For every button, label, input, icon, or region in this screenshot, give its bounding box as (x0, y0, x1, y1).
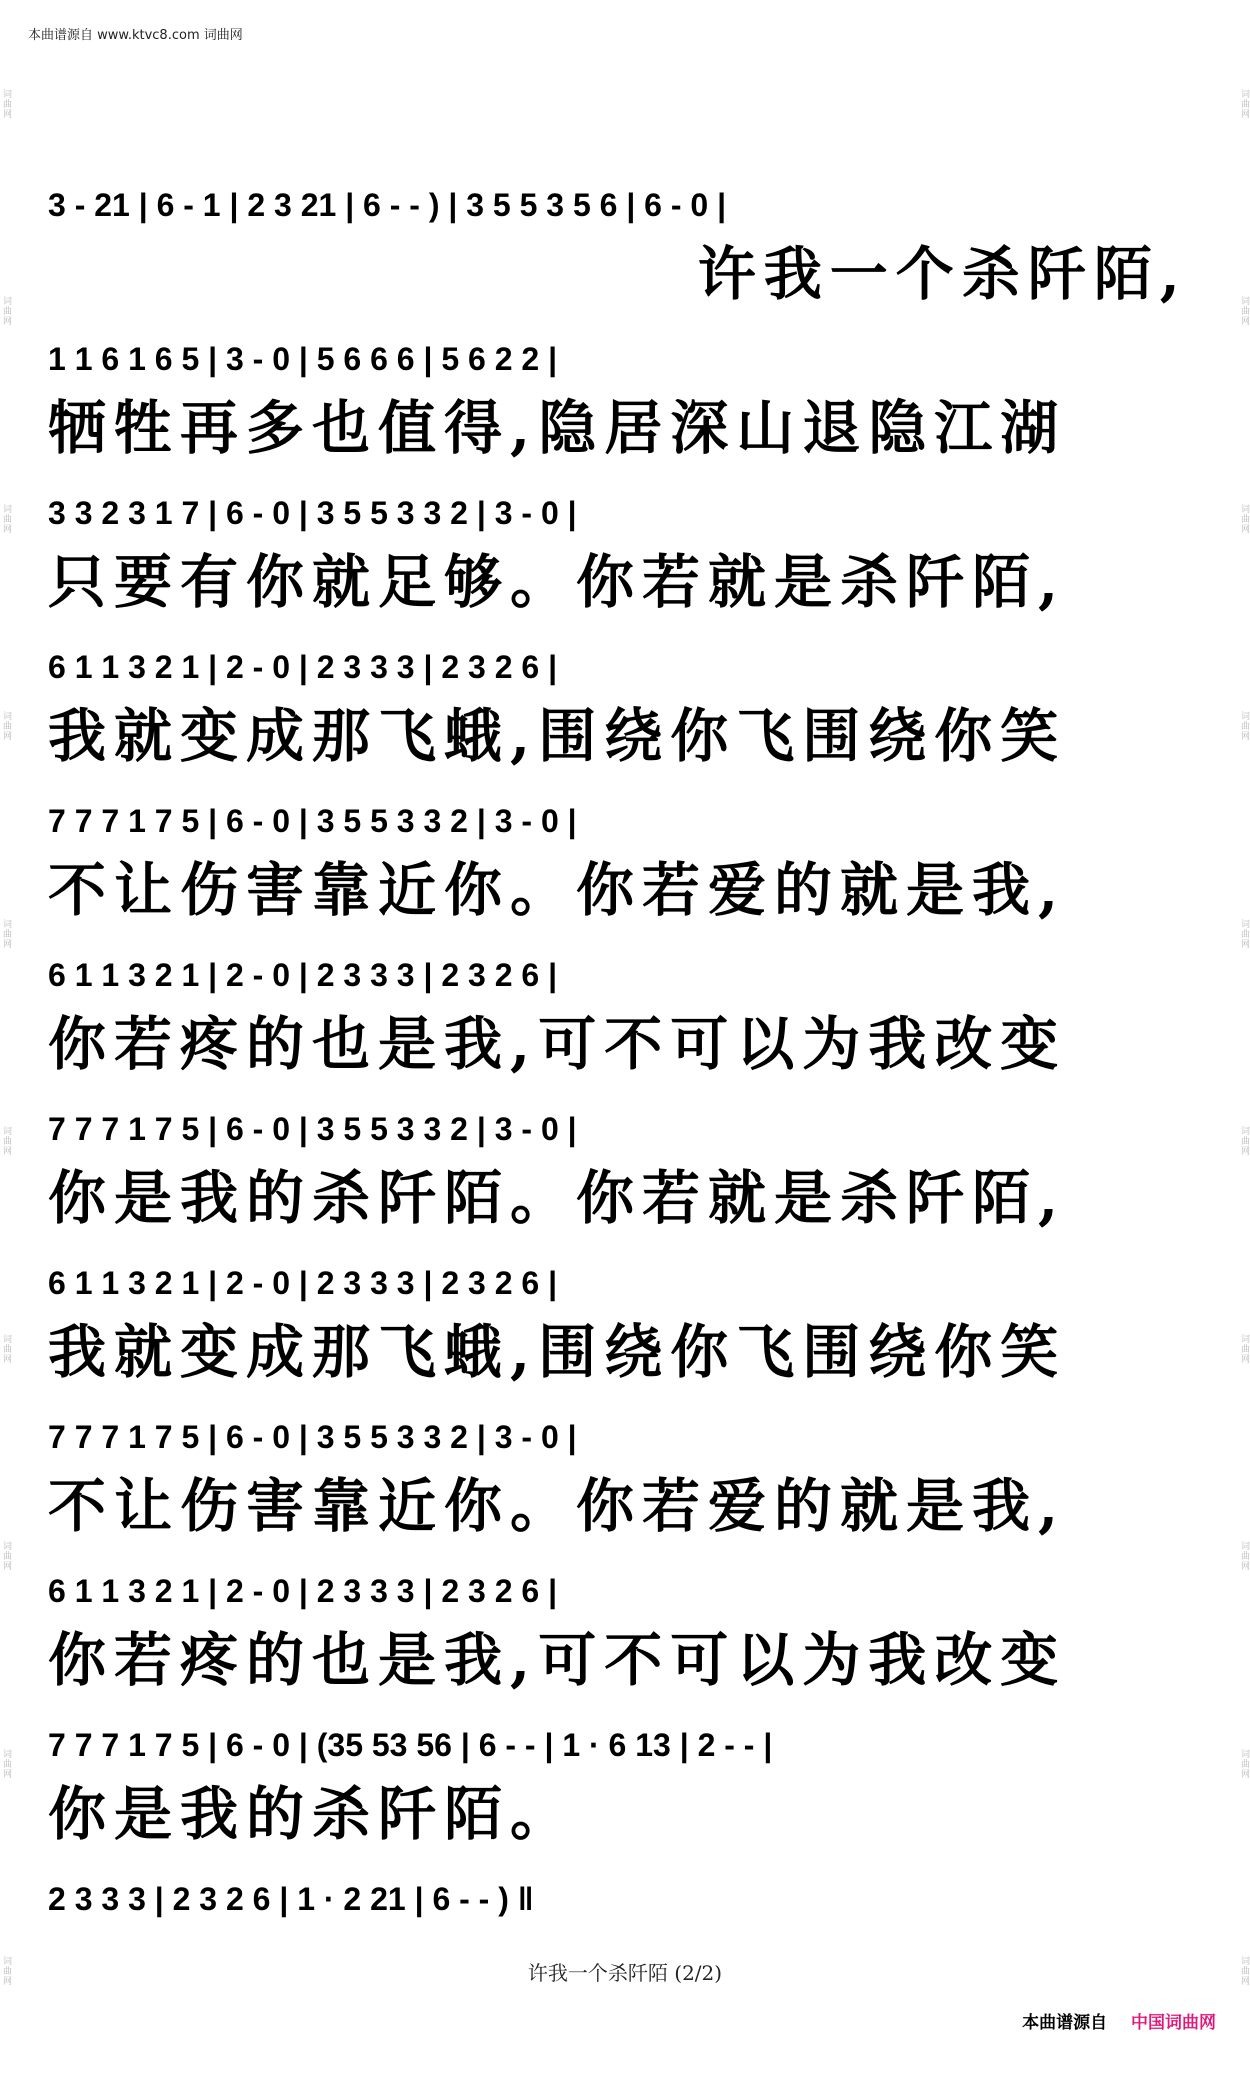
score-sheet (48, 160, 1218, 1958)
lyric-line: 我就变成那飞蛾,围绕你飞围绕你笑 (48, 1318, 1067, 1386)
score-system (48, 1084, 1218, 1238)
notation-line: 2 3 3 3 | 2 3 2 6 | 1 · 2 21 | 6 - - ) ‖ (48, 1881, 534, 1917)
score-system (48, 468, 1218, 622)
right-watermark-strip (1238, 0, 1250, 2075)
notation-line: 3 - 21 | 6 - 1 | 2 3 21 | 6 - - ) | 3 5 5 3 5 6 | 6 - 0 | (48, 187, 727, 223)
lyric-line: 你是我的杀阡陌。 (48, 1780, 577, 1848)
left-watermark-strip (0, 0, 12, 2075)
score-system (48, 1238, 1218, 1392)
score-system (48, 160, 1218, 314)
credit-site-name: 中国词曲网 (1131, 2013, 1216, 2033)
side-watermark: 词曲网 (1239, 1333, 1249, 1364)
notation-line: 6 1 1 3 2 1 | 2 - 0 | 2 3 3 3 | 2 3 2 6 | (48, 649, 558, 685)
notation-line: 1 1 6 1 6 5 | 3 - 0 | 5 6 6 6 | 5 6 2 2 | (48, 341, 558, 377)
side-watermark: 词曲网 (1239, 1748, 1249, 1779)
side-watermark: 词曲网 (1239, 88, 1249, 119)
side-watermark: 词曲网 (1239, 296, 1249, 327)
notation-line: 7 7 7 1 7 5 | 6 - 0 | 3 5 5 3 3 2 | 3 - 0 | (48, 803, 577, 839)
side-watermark: 词曲网 (1239, 918, 1249, 949)
source-credit (1022, 2008, 1216, 2033)
side-watermark: 词曲网 (1, 918, 11, 949)
score-system (48, 1700, 1218, 1854)
side-watermark: 词曲网 (1, 296, 11, 327)
side-watermark: 词曲网 (1, 1748, 11, 1779)
lyric-line: 不让伤害靠近你。你若爱的就是我, (48, 1472, 1067, 1540)
side-watermark: 词曲网 (1, 1541, 11, 1572)
notation-line: 7 7 7 1 7 5 | 6 - 0 | (35 53 56 | 6 - - | 1 · 6 13 | 2 - - | (48, 1727, 773, 1763)
side-watermark: 词曲网 (1239, 1956, 1249, 1987)
source-header: 本曲谱源自 www.ktvc8.com 词曲网 (28, 28, 243, 43)
score-system (48, 930, 1218, 1084)
side-watermark: 词曲网 (1, 88, 11, 119)
notation-line: 6 1 1 3 2 1 | 2 - 0 | 2 3 3 3 | 2 3 2 6 | (48, 1573, 558, 1609)
notation-line: 7 7 7 1 7 5 | 6 - 0 | 3 5 5 3 3 2 | 3 - 0 | (48, 1111, 577, 1147)
side-watermark: 词曲网 (1, 1126, 11, 1157)
notation-line: 3 3 2 3 1 7 | 6 - 0 | 3 5 5 3 3 2 | 3 - 0 | (48, 495, 577, 531)
side-watermark: 词曲网 (1239, 1126, 1249, 1157)
page-footer-title: 许我一个杀阡陌 (2/2) (527, 1961, 723, 1985)
notation-line: 6 1 1 3 2 1 | 2 - 0 | 2 3 3 3 | 2 3 2 6 | (48, 1265, 558, 1301)
score-system (48, 314, 1218, 468)
notation-line: 6 1 1 3 2 1 | 2 - 0 | 2 3 3 3 | 2 3 2 6 | (48, 957, 558, 993)
lyric-line: 你若疼的也是我,可不可以为我改变 (48, 1626, 1067, 1694)
lyric-line: 许我一个杀阡陌, (697, 240, 1188, 308)
side-watermark: 词曲网 (1239, 1541, 1249, 1572)
credit-source-label: 本曲谱源自 (1022, 2013, 1108, 2033)
notation-line: 7 7 7 1 7 5 | 6 - 0 | 3 5 5 3 3 2 | 3 - 0 | (48, 1419, 577, 1455)
score-system (48, 1546, 1218, 1700)
score-system (48, 1392, 1218, 1546)
lyric-line: 我就变成那飞蛾,围绕你飞围绕你笑 (48, 702, 1067, 770)
side-watermark: 词曲网 (1, 711, 11, 742)
side-watermark: 词曲网 (1239, 711, 1249, 742)
lyric-line: 只要有你就足够。你若就是杀阡陌, (48, 548, 1067, 616)
score-system (48, 1854, 1218, 1958)
side-watermark: 词曲网 (1239, 503, 1249, 534)
side-watermark: 词曲网 (1, 503, 11, 534)
lyric-line: 你是我的杀阡陌。你若就是杀阡陌, (48, 1164, 1067, 1232)
lyric-line (48, 1918, 1218, 1958)
lyric-line: 牺牲再多也值得,隐居深山退隐江湖 (48, 394, 1067, 462)
score-system (48, 622, 1218, 776)
lyric-line: 不让伤害靠近你。你若爱的就是我, (48, 856, 1067, 924)
side-watermark: 词曲网 (1, 1333, 11, 1364)
side-watermark: 词曲网 (1, 1956, 11, 1987)
lyric-line: 你若疼的也是我,可不可以为我改变 (48, 1010, 1067, 1078)
score-system (48, 776, 1218, 930)
